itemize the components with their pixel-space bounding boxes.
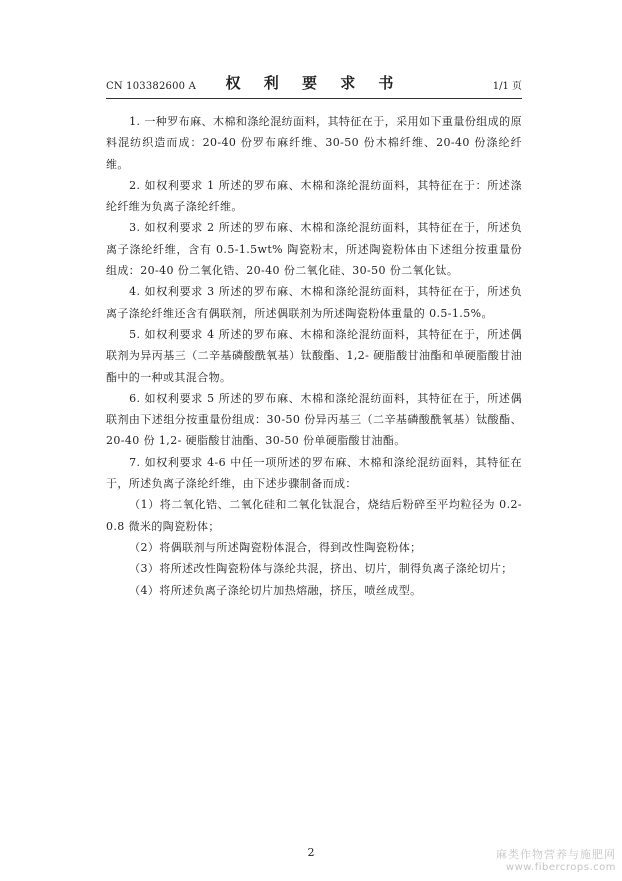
claim-4: 4. 如权利要求 3 所述的罗布麻、木棉和涤纶混纺面料，其特征在于，所述负离子涤纶纤维还含有偶联剂，所述偶联剂为所述陶瓷粉体重量的 0.5-1.5%。 bbox=[106, 285, 522, 320]
publication-number: CN 103382600 A bbox=[106, 81, 197, 92]
page-number: 2 bbox=[307, 846, 315, 859]
claim-6: 6. 如权利要求 5 所述的罗布麻、木棉和涤纶混纺面料，其特征在于，所述偶联剂由下述组分按重量份组成：30-50 份异丙基三（二辛基磷酸酰氧基）钛酸酯、20-40 份 1,2- 硬脂酸甘油酯、30-50 份单硬脂酸甘油酯。 bbox=[106, 391, 522, 448]
claim-1: 1. 一种罗布麻、木棉和涤纶混纺面料，其特征在于，采用如下重量份组成的原料混纺织造而成：20-40 份罗布麻纤维、30-50 份木棉纤维、20-40 份涤纶纤维。 bbox=[106, 115, 522, 171]
site-watermark bbox=[496, 848, 616, 874]
document-title: 权 利 要 求 书 bbox=[225, 74, 403, 92]
claim-7: 7. 如权利要求 4-6 中任一项所述的罗布麻、木棉和涤纶混纺面料，其特征在于，所述负离子涤纶纤维，由下述步骤制备而成： bbox=[106, 455, 522, 491]
watermark-url: www.fibercrops.com bbox=[505, 862, 616, 873]
claim-7-step-1: （1）将二氧化锆、二氧化硅和二氧化钛混合，烧结后粉碎至平均粒径为 0.2-0.8 微米的陶瓷粉体； bbox=[106, 498, 522, 533]
claims-body bbox=[106, 111, 522, 601]
claim-3: 3. 如权利要求 2 所述的罗布麻、木棉和涤纶混纺面料，其特征在于，所述负离子涤纶纤维，含有 0.5-1.5wt% 陶瓷粉末，所述陶瓷粉体由下述组分按重量份组成：20-40 份二氧化锆、20-40 份二氧化硅、30-50 份二氧化钛。 bbox=[106, 221, 522, 278]
page-count: 1/1 页 bbox=[492, 81, 522, 92]
watermark-site-name: 麻类作物营养与施肥网 bbox=[496, 848, 616, 861]
claim-5: 5. 如权利要求 4 所述的罗布麻、木棉和涤纶混纺面料，其特征在于，所述偶联剂为异丙基三（二辛基磷酸酰氧基）钛酸酯、1,2- 硬脂酸甘油酯和单硬脂酸甘油酯中的一种或其混合物。 bbox=[106, 327, 522, 384]
claim-7-step-2: （2）将偶联剂与所述陶瓷粉体混合，得到改性陶瓷粉体； bbox=[129, 540, 422, 554]
claim-7-step-4: （4）将所述负离子涤纶切片加热熔融，挤压，喷丝成型。 bbox=[129, 583, 422, 597]
claim-7-step-3: （3）将所述改性陶瓷粉体与涤纶共混，挤出、切片，制得负离子涤纶切片； bbox=[129, 562, 513, 576]
page-header bbox=[106, 70, 522, 99]
claim-2: 2. 如权利要求 1 所述的罗布麻、木棉和涤纶混纺面料，其特征在于：所述涤纶纤维为负离子涤纶纤维。 bbox=[106, 178, 522, 214]
